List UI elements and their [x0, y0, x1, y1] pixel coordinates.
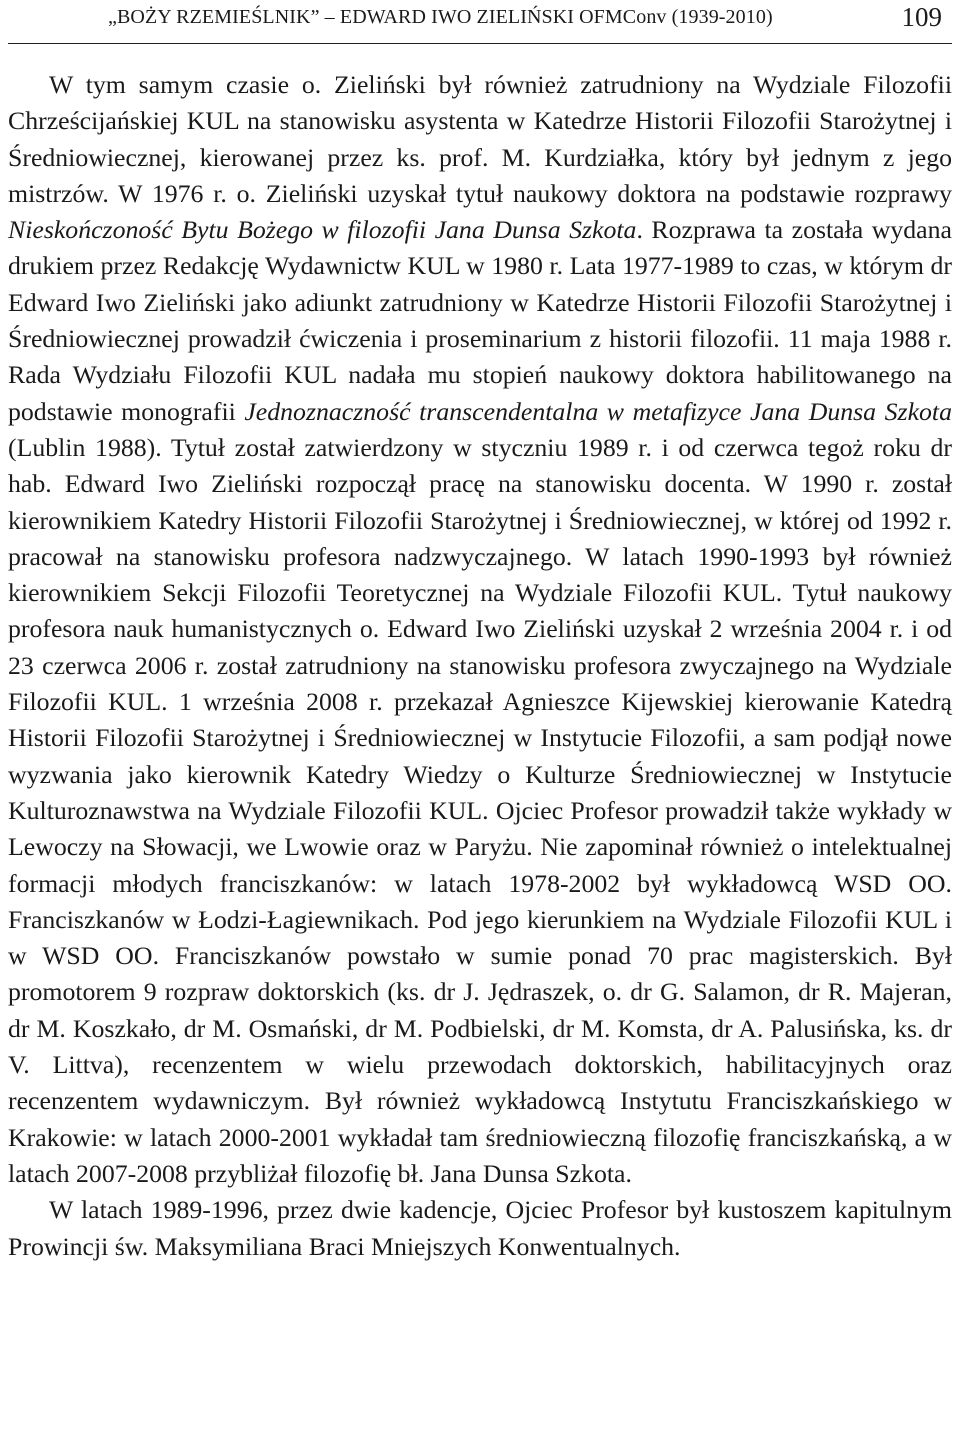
paragraph: [8, 1192, 952, 1265]
page-number: 109: [901, 2, 942, 32]
paragraph: [8, 67, 952, 1192]
paragraph-text: W latach 1989-1996, przez dwie kadencje, Ojciec Profesor był kustoszem kapitulnym Prowincji św. Maksymiliana Braci Mniejszych Konwentualnych.: [8, 1195, 952, 1261]
running-title: „BOŻY RZEMIEŚLNIK” – EDWARD IWO ZIELIŃSKI OFMConv (1939-2010): [108, 6, 773, 28]
body-text: [8, 67, 952, 1265]
paragraph-text: W tym samym czasie o. Zieliński był również zatrudniony na Wydziale Filozofii Chrześcijańskiej KUL na stanowisku asystenta w Katedrze Historii Filozofii Starożytnej i Średniowiecznej, kierowanej przez ks. prof. M. Kurdziałka, który był jednym z jego mistrzów. W 1976 r. o. Zieliński uzyskał tytuł naukowy doktora na podstawie rozprawy: [8, 70, 952, 208]
paragraph-text: . Rozprawa ta została wydana drukiem przez Redakcję Wydawnictw KUL w 1980 r. Lata 1977-1989 to czas, w którym dr Edward Iwo Zieliński jako adiunkt zatrudniony w Katedrze Historii Filozofii Starożytnej i Średniowiecznej prowadził ćwiczenia i proseminarium z historii filozofii. 11 maja 1988 r. Rada Wydziału Filozofii KUL nadała mu stopień naukowy doktora habilitowanego na podstawie monografii: [8, 215, 952, 426]
paragraph-text: (Lublin 1988). Tytuł został zatwierdzony w styczniu 1989 r. i od czerwca tegoż roku dr hab. Edward Iwo Zieliński rozpoczął pracę na stanowisku docenta. W 1990 r. został kierownikiem Katedry Historii Filozofii Starożytnej i Średniowiecznej, w której od 1992 r. pracował na stanowisku profesora nadzwyczajnego. W latach 1990-1993 był również kierownikiem Sekcji Filozofii Teoretycznej na Wydziale Filozofii KUL. Tytuł naukowy profesora nauk humanistycznych o. Edward Iwo Zieliński uzyskał 2 września 2004 r. i od 23 czerwca 2006 r. został zatrudniony na stanowisku profesora zwyczajnego na Wydziale Filozofii KUL. 1 września 2008 r. przekazał Agnieszce Kijewskiej kierowanie Katedrą Historii Filozofii Starożytnej i Średniowiecznej w Instytucie Filozofii, a sam podjął nowe wyzwania jako kierownik Katedry Wiedzy o Kulturze Średniowiecznej w Instytucie Kulturoznawstwa na Wydziale Filozofii KUL. Ojciec Profesor prowadził także wykłady w Lewoczy na Słowacji, we Lwowie oraz w Paryżu. Nie zapominał również o intelektualnej formacji młodych franciszkanów: w latach 1978-2002 był wykładowcą WSD OO. Franciszkanów w Łodzi-Łagiewnikach. Pod jego kierunkiem na Wydziale Filozofii KUL i w WSD OO. Franciszkanów powstało w sumie ponad 70 prac magisterskich. Był promotorem 9 rozpraw doktorskich (ks. dr J. Jędraszek, o. dr G. Salamon, dr R. Majeran, dr M. Koszkało, dr M. Osmański, dr M. Podbielski, dr M. Komsta, dr A. Palusińska, ks. dr V. Littva), recenzentem w wielu przewodach doktorskich, habilitacyjnych oraz recenzentem wydawniczym. Był również wykładowcą Instytutu Franciszkańskiego w Krakowie: w latach 2000-2001 wykładał tam średniowieczną filozofię franciszkańską, a w latach 2007-2008 przybliżał filozofię bł. Jana Dunsa Szkota.: [8, 432, 952, 1188]
book-title: Jednoznaczność transcendentalna w metafizyce Jana Dunsa Szkota: [244, 396, 952, 426]
book-title: Nieskończoność Bytu Bożego w filozofii Jana Dunsa Szkota: [8, 215, 637, 245]
running-header: [8, 0, 952, 44]
